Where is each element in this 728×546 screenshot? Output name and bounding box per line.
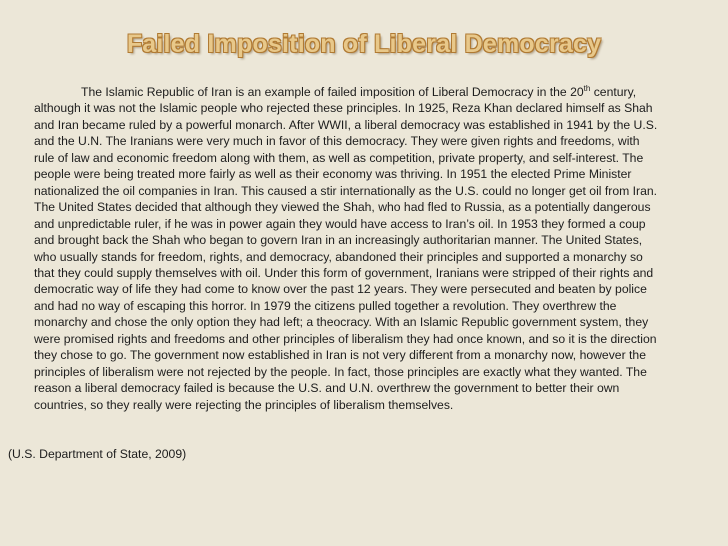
paragraph-line: rule of law and economic freedom along with them, as well as competition, private property, and self-interest. The <box>34 150 644 165</box>
citation: (U.S. Department of State, 2009) <box>8 447 187 461</box>
paragraph-line: democratic way of life they had come to know over the past 12 years. They were persecuted and beaten by police <box>34 282 647 297</box>
first-line-text: The Islamic Republic of Iran is an example of failed imposition of Liberal Democracy in the 20 <box>81 85 584 99</box>
paragraph-line: countries, so they really were rejecting the principles of liberalism themselves. <box>34 397 454 412</box>
first-line-end: century, <box>590 85 637 99</box>
paragraph-line: nationalized the oil companies in Iran. This caused a stir internationally as the U.S. could no longer get oil from Iran. <box>34 183 658 198</box>
paragraph-line: although it was not the Islamic people who rejected these principles. In 1925, Reza Khan declared himself as Shah <box>34 101 653 116</box>
paragraph-line: and had no way of escaping this horror. In 1979 the citizens pulled together a revolution. They overthrew the <box>34 298 617 313</box>
paragraph-line: reason a liberal democracy failed is because the U.S. and U.N. overthrew the government to better their own <box>34 381 620 396</box>
paragraph-line: who usually stands for freedom, rights, and democracy, abandoned their principles and supported a monarchy so <box>34 249 643 264</box>
paragraph-line: and the U.N. The Iranians were very much in favor of this democracy. They were given rights and freedoms, with <box>34 134 640 149</box>
paragraph-line: that they could supply themselves with oil. Under this form of government, Iranians were stripped of their rights and <box>34 265 654 280</box>
paragraph-line: they chose to go. The government now established in Iran is not very different from a monarchy now, however the <box>34 348 646 363</box>
paragraph-line: and unpredictable ruler, if he was in power again they would have access to Iran’s oil. In 1953 they formed a coup <box>34 216 646 231</box>
paragraph-line: monarchy and chose the only option they had left; a theocracy. With an Islamic Republic government system, they <box>34 315 649 330</box>
paragraph-line: and brought back the Shah who began to govern Iran in an increasingly authoritarian manner. The United States, <box>34 233 643 248</box>
slide-title: Failed Imposition of Liberal Democracy <box>126 30 602 58</box>
paragraph-line: principles of liberalism were not rejected by the people. In fact, those principles are exactly what they wanted. The <box>34 364 647 379</box>
superscript-th: th <box>583 84 591 93</box>
paragraph-line: and Iran became ruled by a powerful monarch. After WWII, a liberal democracy was established in 1941 by the U.S. <box>34 117 658 132</box>
paragraph-first-line <box>34 84 714 100</box>
paragraph-line: people were being treated more fairly as well as their economy was thriving. In 1951 the elected Prime Minister <box>34 167 632 182</box>
paragraph-line: The United States decided that although they viewed the Shah, who had fled to Russia, as a potentially dangerous <box>34 200 651 215</box>
body-paragraph <box>34 84 714 413</box>
paragraph-line: were promised rights and freedoms and other principles of liberalism they had once known, and so it is the direction <box>34 331 657 346</box>
